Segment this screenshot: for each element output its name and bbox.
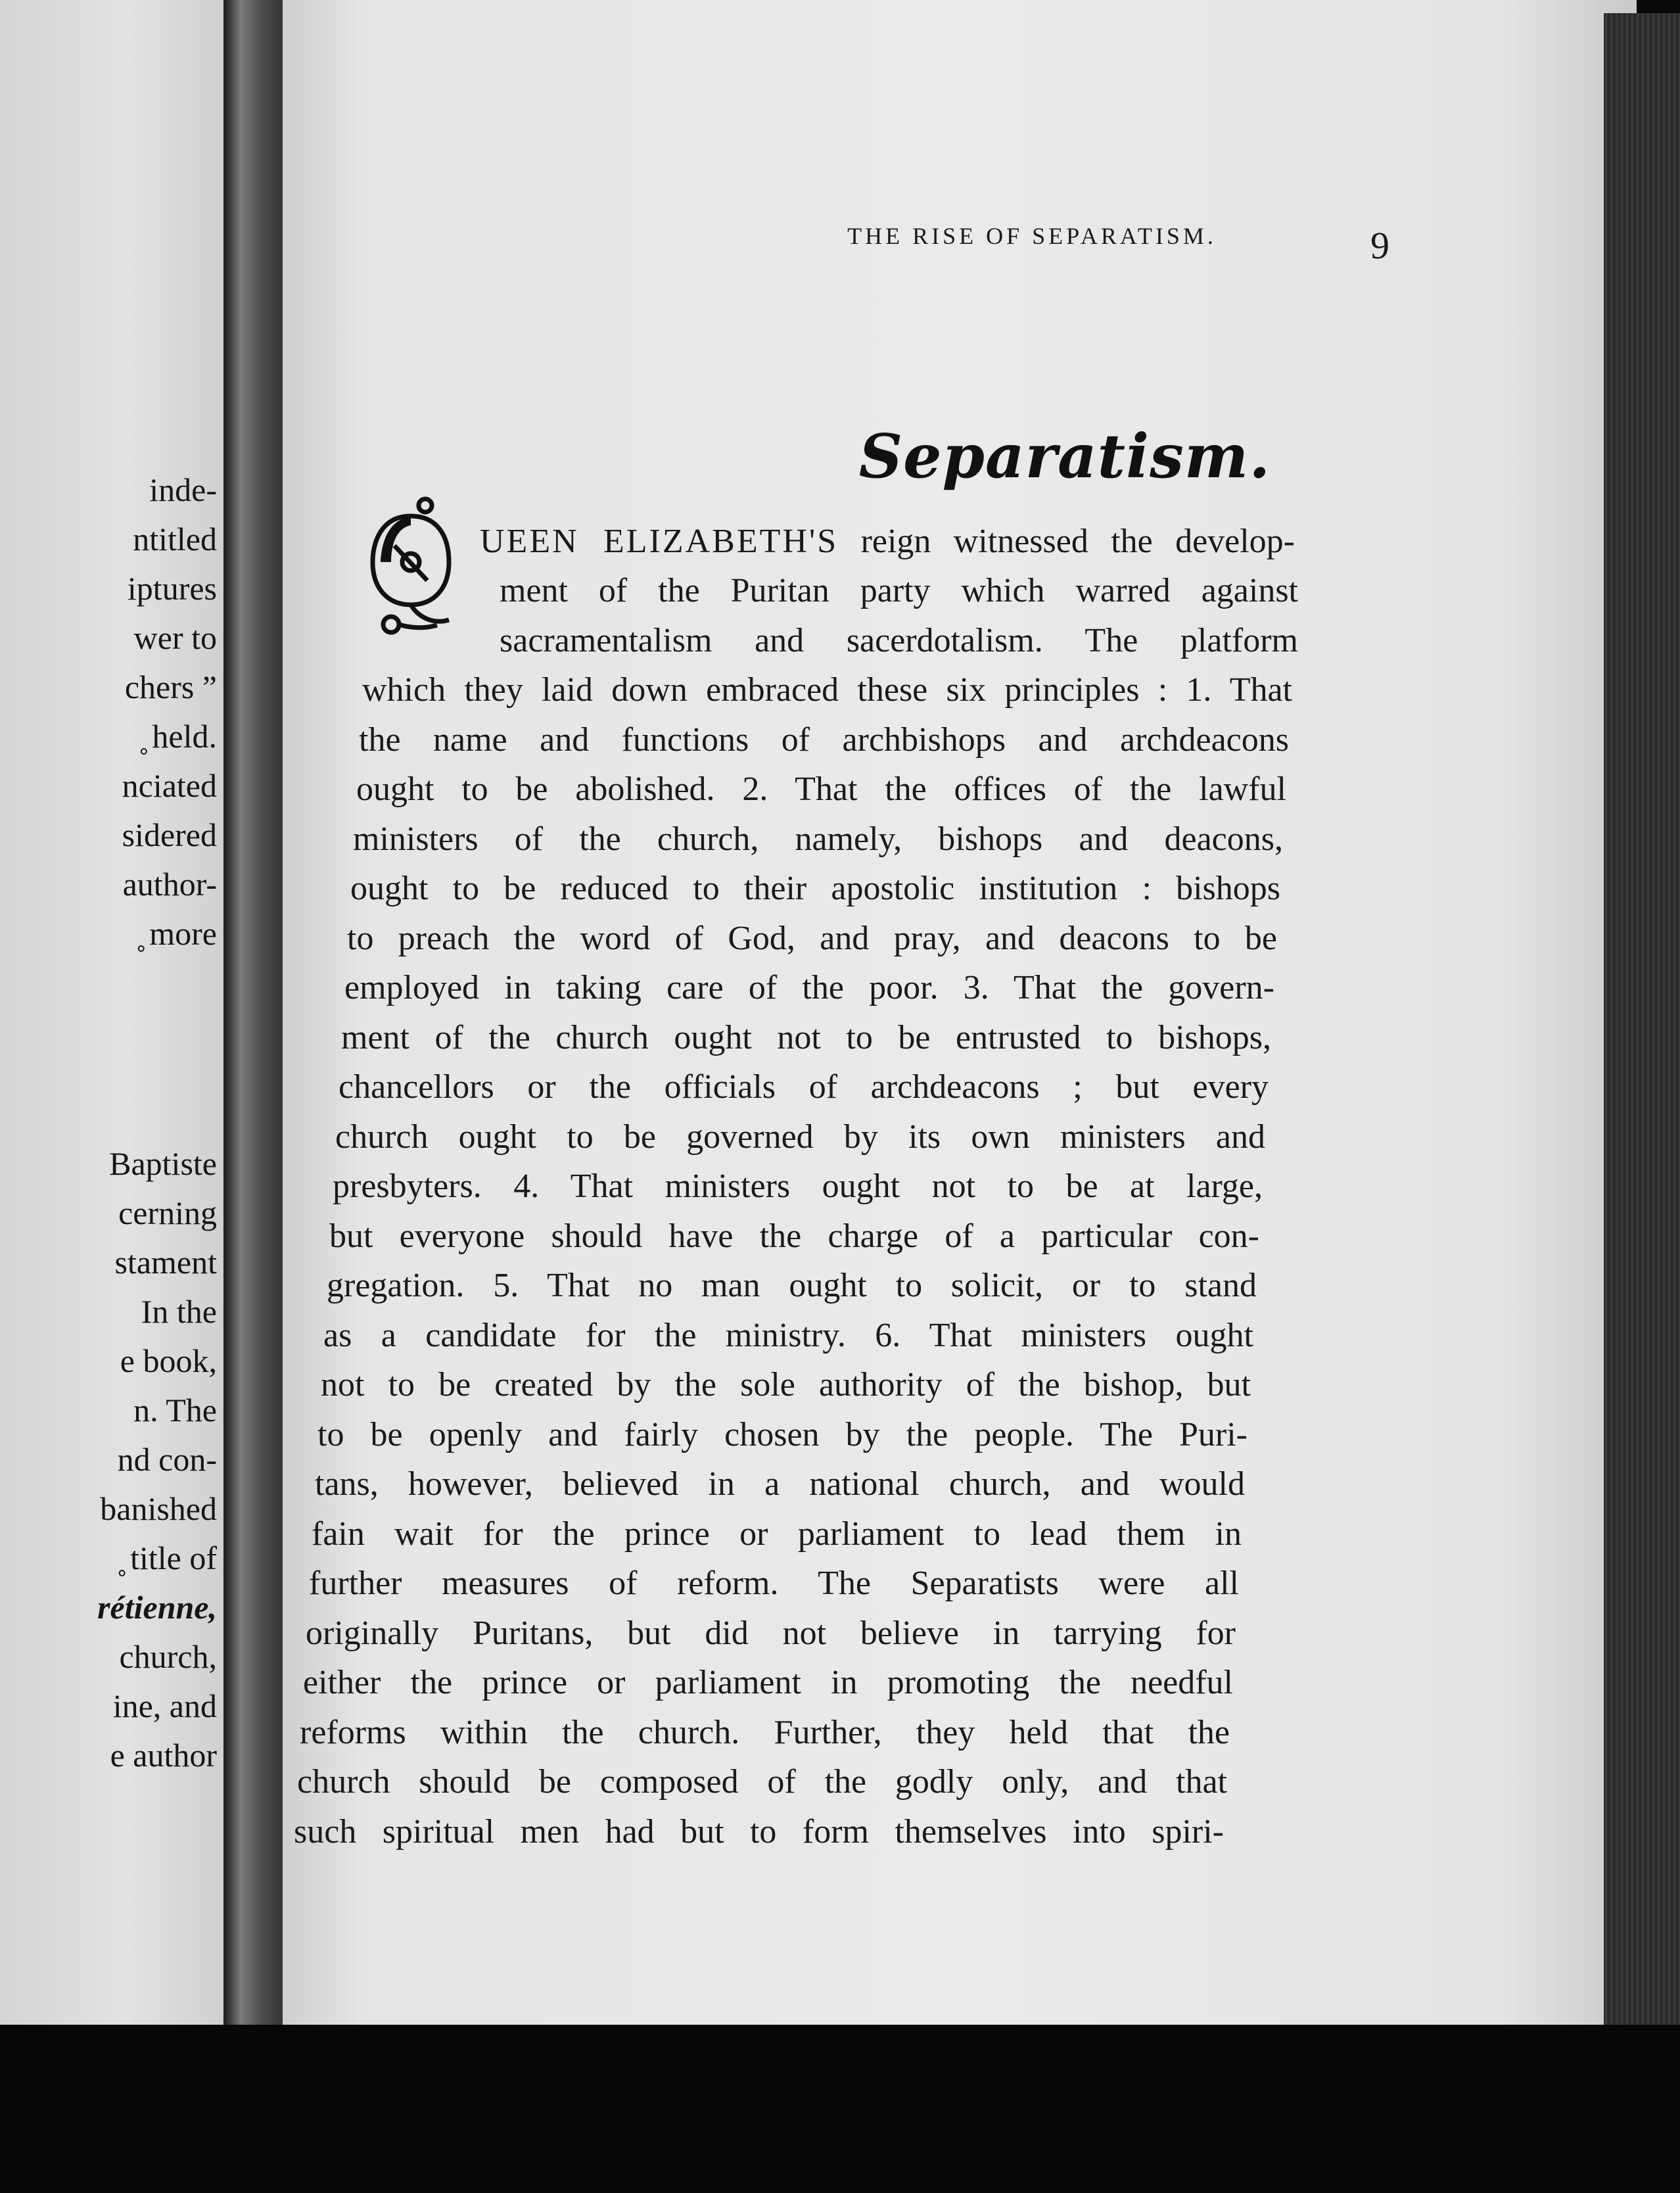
body-line: to be openly and fairly chosen by the people. The Puri-	[317, 1415, 1248, 1453]
left-page-line: e author	[110, 1737, 217, 1774]
left-page-line: ̥ held.	[143, 718, 217, 755]
svg-text:Q: Q	[411, 635, 412, 636]
left-page-line: stament	[114, 1244, 217, 1281]
left-page-line: banished	[100, 1490, 217, 1527]
bottom-shadow	[0, 2025, 1680, 2193]
body-line: but everyone should have the charge of a particular con-	[329, 1217, 1259, 1255]
right-page	[283, 0, 1637, 2025]
body-line: gregation. 5. That no man ought to solicit, or to stand	[327, 1267, 1257, 1304]
body-line: ment of the Puritan party which warred against	[500, 572, 1298, 609]
body-line: to preach the word of God, and pray, and deacons to be	[347, 919, 1277, 957]
page-number: 9	[1370, 224, 1389, 267]
left-page	[0, 0, 230, 2025]
left-page-line: ̥ title of	[122, 1540, 217, 1576]
left-page-line: wer to	[133, 619, 217, 656]
left-page-line: cerning	[118, 1194, 217, 1231]
left-page-line: inde-	[149, 471, 217, 508]
body-line: presbyters. 4. That ministers ought not to be at large,	[333, 1167, 1263, 1205]
body-line: church should be composed of the godly only, and that	[297, 1763, 1227, 1801]
page-edges	[1604, 13, 1680, 2136]
first-line-rest: reign witnessed the develop-	[860, 523, 1295, 560]
body-line: not to be created by the sole authority of the bishop, but	[321, 1366, 1251, 1403]
first-line	[480, 525, 1295, 559]
body-line: employed in taking care of the poor. 3. That the govern-	[344, 969, 1274, 1006]
left-page-line: iptures	[127, 570, 217, 607]
drop-cap-ornament	[365, 496, 457, 641]
left-page-line: In the	[141, 1293, 217, 1330]
body-line: chancellors or the officials of archdeacons ; but every	[338, 1068, 1269, 1106]
left-page-line: sidered	[122, 816, 217, 853]
body-line: church ought to be governed by its own ministers and	[335, 1118, 1265, 1156]
first-word: UEEN ELIZABETH'S	[480, 523, 839, 560]
left-page-line: chers ”	[124, 669, 217, 705]
ornamental-q-icon	[365, 496, 457, 641]
body-line: reforms within the church. Further, they held that the	[300, 1713, 1230, 1751]
left-page-line: Baptiste	[109, 1145, 217, 1182]
body-line: ment of the church ought not to be entrusted to bishops,	[341, 1018, 1271, 1056]
section-heading: Separatism.	[858, 421, 1271, 492]
left-page-line: rétienne,	[97, 1589, 217, 1626]
left-page-line: n. The	[133, 1392, 217, 1428]
body-line: the name and functions of archbishops and archdeacons	[359, 720, 1289, 759]
running-head: THE RISE OF SEPARATISM.	[847, 223, 1217, 249]
left-page-line: ine, and	[112, 1687, 217, 1724]
left-page-line: e book,	[120, 1342, 217, 1379]
body-line: originally Puritans, but did not believe in tarrying for	[306, 1614, 1236, 1652]
left-page-line: author-	[122, 866, 217, 903]
body-line: either the prince or parliament in promoting the needful	[303, 1664, 1233, 1701]
body-line: tans, however, believed in a national church, and would	[315, 1465, 1245, 1503]
body-line: further measures of reform. The Separatists were all	[309, 1565, 1239, 1602]
body-line: such spiritual men had but to form themselves into spiri-	[294, 1812, 1224, 1851]
left-page-line: church,	[119, 1638, 217, 1675]
body-line: which they laid down embraced these six principles : 1. That	[362, 671, 1292, 709]
left-page-line: nd con-	[117, 1441, 217, 1478]
left-page-line: nciated	[122, 767, 217, 804]
body-line: fain wait for the prince or parliament to lead them in	[312, 1515, 1242, 1553]
left-page-line: ̥ more	[141, 915, 217, 952]
body-line: as a candidate for the ministry. 6. That ministers ought	[323, 1316, 1253, 1354]
body-line: ought to be abolished. 2. That the offices of the lawful	[356, 770, 1286, 808]
body-line: sacramentalism and sacerdotalism. The platform	[500, 621, 1298, 659]
body-line: ministers of the church, namely, bishops and deacons,	[353, 820, 1283, 858]
body-line: ought to be reduced to their apostolic institution : bishops	[350, 870, 1280, 907]
left-page-line: ntitled	[133, 521, 217, 557]
